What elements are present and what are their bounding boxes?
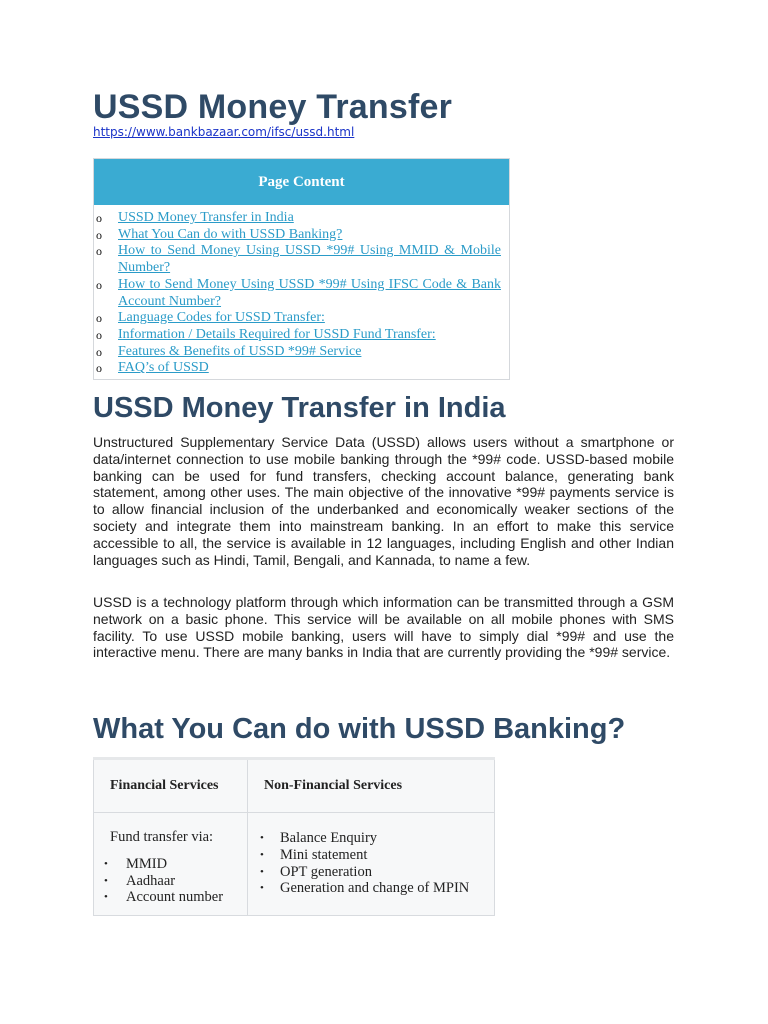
list-item <box>104 889 241 906</box>
toc-list <box>94 205 509 379</box>
bullet-icon: • <box>260 848 264 861</box>
hollow-bullet-icon: o <box>96 361 102 376</box>
hollow-bullet-icon: o <box>96 327 102 342</box>
page-content-box <box>93 158 510 380</box>
bullet-icon: • <box>260 882 264 895</box>
toc-link[interactable]: How to Send Money Using USSD *99# Using MMID & Mobile Number? <box>118 243 501 276</box>
hollow-bullet-icon: o <box>96 244 102 259</box>
services-table <box>93 757 495 916</box>
bullet-icon: • <box>260 865 264 878</box>
bullet-icon: • <box>104 874 108 887</box>
toc-link[interactable]: Features & Benefits of USSD *99# Service <box>118 343 362 359</box>
toc-link[interactable]: FAQ’s of USSD <box>118 360 209 376</box>
section-heading-ussd-banking: What You Can do with USSD Banking? <box>93 713 626 745</box>
toc-item <box>94 344 501 361</box>
financial-services-cell <box>94 813 248 916</box>
bullet-icon: • <box>104 891 108 904</box>
list-item <box>256 847 488 864</box>
bullet-icon: • <box>104 857 108 870</box>
list-item <box>256 830 488 847</box>
table-row <box>94 813 495 916</box>
fund-transfer-label: Fund transfer via: <box>110 829 214 845</box>
hollow-bullet-icon: o <box>96 277 102 292</box>
toc-link[interactable]: Language Codes for USSD Transfer: <box>118 310 325 326</box>
source-url-link[interactable]: https://www.bankbazaar.com/ifsc/ussd.html <box>93 125 355 139</box>
toc-item <box>94 277 501 310</box>
hollow-bullet-icon: o <box>96 227 102 242</box>
toc-link[interactable]: How to Send Money Using USSD *99# Using IFSC Code & Bank Account Number? <box>118 276 501 309</box>
list-item-label: Account number <box>126 889 224 906</box>
list-item-label: Balance Enquiry <box>280 830 378 846</box>
list-item-label: OPT generation <box>280 863 372 880</box>
toc-item <box>94 327 501 344</box>
list-item-label: Mini statement <box>280 846 368 863</box>
hollow-bullet-icon: o <box>96 344 102 359</box>
list-item <box>256 864 488 881</box>
toc-item <box>94 227 501 244</box>
list-item-label: Generation and change of MPIN <box>280 880 470 897</box>
list-item <box>104 855 241 873</box>
table-header-row <box>94 759 495 813</box>
page-title: USSD Money Transfer <box>93 88 453 126</box>
body-paragraph: USSD is a technology platform through which information can be transmitted through a GSM network on a basic phone. This service will be available on all mobile phones with SMS facility. To use USSD mobile banking, users will have to simply dial *99# and use the interactive menu. There are many banks in India that are currently providing the *99# service. <box>93 594 674 661</box>
toc-link[interactable]: USSD Money Transfer in India <box>118 210 294 225</box>
non-financial-services-cell <box>248 813 495 916</box>
toc-link[interactable]: What You Can do with USSD Banking? <box>118 226 343 242</box>
section-heading-india: USSD Money Transfer in India <box>93 392 506 424</box>
table-header-non-financial: Non-Financial Services <box>248 759 495 813</box>
toc-item <box>94 310 501 327</box>
list-item <box>104 872 241 890</box>
toc-item <box>94 360 501 377</box>
toc-header: Page Content <box>94 159 509 205</box>
table-header-financial: Financial Services <box>94 759 248 813</box>
body-paragraph: Unstructured Supplementary Service Data (USSD) allows users without a smartphone or data/internet connection to use mobile banking through the *99# code. USSD-based mobile banking can be used for fund transfers, checking account balance, generating bank statement, among other uses. The main objective of the innovative *99# payments service is to allow financial inclusion of the underbanked and economically weaker sections of the society and integrate them into mainstream banking. In an effort to make this service accessible to all, the service is available in 12 languages, including English and other Indian languages such as Hindi, Tamil, Bengali, and Kannada, to name a few. <box>93 434 674 568</box>
bullet-icon: • <box>260 832 264 844</box>
financial-list <box>104 855 241 906</box>
list-item-label: Aadhaar <box>126 872 176 889</box>
toc-link[interactable]: Information / Details Required for USSD Fund Transfer: <box>118 326 436 342</box>
list-item <box>256 880 488 897</box>
toc-item <box>94 210 501 227</box>
toc-item <box>94 243 501 276</box>
hollow-bullet-icon: o <box>96 211 102 225</box>
hollow-bullet-icon: o <box>96 311 102 326</box>
list-item-label: MMID <box>126 855 168 872</box>
non-financial-list <box>256 830 488 897</box>
